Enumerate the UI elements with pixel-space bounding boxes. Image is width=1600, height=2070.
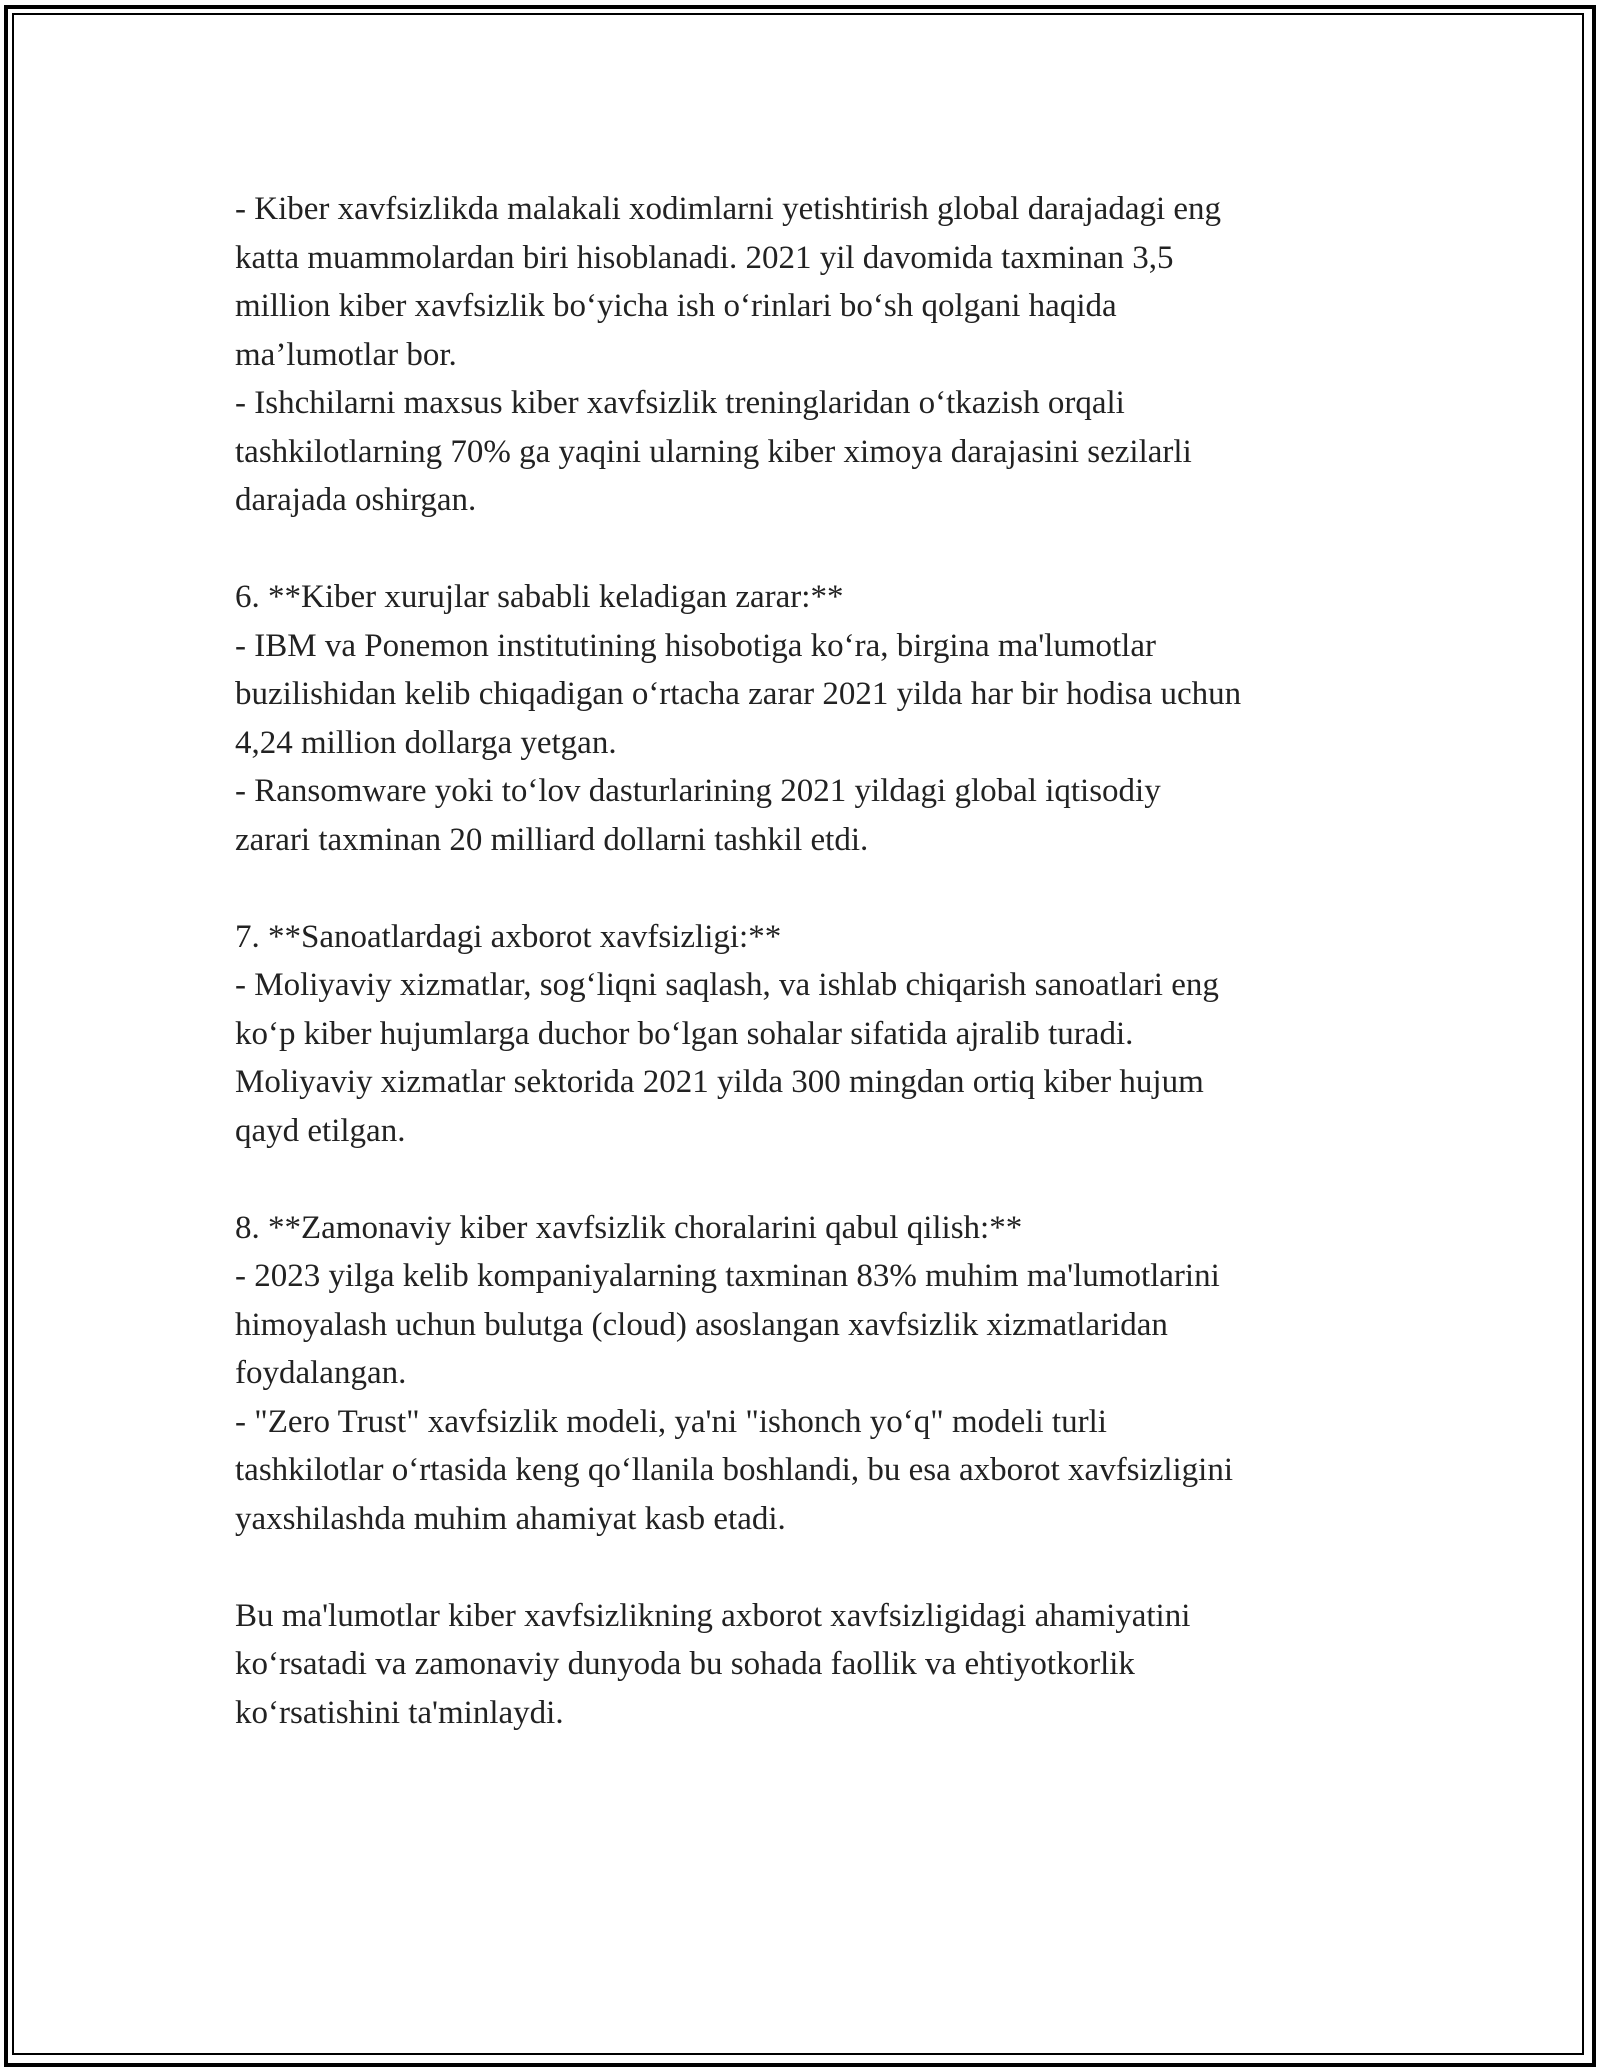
section-heading: 8. **Zamonaviy kiber xavfsizlik choralarini qabul qilish:**	[235, 1209, 1023, 1246]
paragraph-gap	[235, 1155, 1375, 1204]
text-line: Bu ma'lumotlar kiber xavfsizlikning axborot xavfsizligidagi ahamiyatini	[235, 1597, 1191, 1634]
text-line: 4,24 million dollarga yetgan.	[235, 724, 617, 761]
text-line: - Ishchilarni maxsus kiber xavfsizlik treninglaridan o‘tkazish orqali	[235, 385, 1125, 421]
text-line: - Moliyaviy xizmatlar, sog‘liqni saqlash, va ishlab chiqarish sanoatlari eng	[235, 967, 1219, 1003]
text-line: qayd etilgan.	[235, 1112, 406, 1149]
section-heading: 7. **Sanoatlardagi axborot xavfsizligi:**	[235, 918, 782, 955]
text-line: foydalangan.	[235, 1355, 407, 1391]
text-line: - "Zero Trust" xavfsizlik modeli, ya'ni "ishonch yo‘q" modeli turli	[235, 1403, 1107, 1440]
paragraph-skilled-staff	[235, 185, 1375, 379]
text-line: - Kiber xavfsizlikda malakali xodimlarni yetishtirish global darajadagi eng	[235, 191, 1222, 227]
text-line: himoyalash uchun bulutga (cloud) asoslangan xavfsizlik xizmatlaridan	[235, 1306, 1168, 1343]
text-line: ma’lumotlar bor.	[235, 336, 457, 373]
text-line: Moliyaviy xizmatlar sektorida 2021 yilda 300 mingdan ortiq kiber hujum	[235, 1064, 1204, 1100]
section-heading: 6. **Kiber xurujlar sababli keladigan zarar:**	[235, 579, 844, 615]
text-line: ko‘rsatadi va zamonaviy dunyoda bu sohada faollik va ehtiyotkorlik	[235, 1646, 1135, 1682]
document-body	[235, 185, 1375, 1737]
text-line: - IBM va Ponemon institutining hisobotiga ko‘ra, birgina ma'lumotlar	[235, 627, 1156, 664]
text-line: yaxshilashda muhim ahamiyat kasb etadi.	[235, 1500, 786, 1537]
section-7-industries	[235, 913, 1375, 1156]
section-8-modern-measures	[235, 1204, 1375, 1544]
text-line: - Ransomware yoki to‘lov dasturlarining 2021 yildagi global iqtisodiy	[235, 773, 1161, 809]
text-line: - 2023 yilga kelib kompaniyalarning taxminan 83% muhim ma'lumotlarini	[235, 1258, 1220, 1294]
text-line: ko‘p kiber hujumlarga duchor bo‘lgan sohalar sifatida ajralib turadi.	[235, 1015, 1134, 1052]
paragraph-conclusion	[235, 1592, 1375, 1738]
text-line: ko‘rsatishini ta'minlaydi.	[235, 1694, 564, 1731]
text-line: darajada oshirgan.	[235, 482, 477, 518]
section-6-damage	[235, 573, 1375, 864]
text-line: katta muammolardan biri hisoblanadi. 2021 yil davomida taxminan 3,5	[235, 239, 1174, 276]
paragraph-gap	[235, 1543, 1375, 1592]
text-line: million kiber xavfsizlik bo‘yicha ish o‘rinlari bo‘sh qolgani haqida	[235, 288, 1117, 324]
paragraph-gap	[235, 525, 1375, 574]
text-line: tashkilotlar o‘rtasida keng qo‘llanila boshlandi, bu esa axborot xavfsizligini	[235, 1452, 1234, 1488]
text-line: buzilishidan kelib chiqadigan o‘rtacha zarar 2021 yilda har bir hodisa uchun	[235, 676, 1242, 712]
text-line: tashkilotlarning 70% ga yaqini ularning kiber ximoya darajasini sezilarli	[235, 433, 1192, 470]
paragraph-gap	[235, 864, 1375, 913]
text-line: zarari taxminan 20 milliard dollarni tashkil etdi.	[235, 821, 869, 858]
paragraph-training	[235, 379, 1375, 525]
